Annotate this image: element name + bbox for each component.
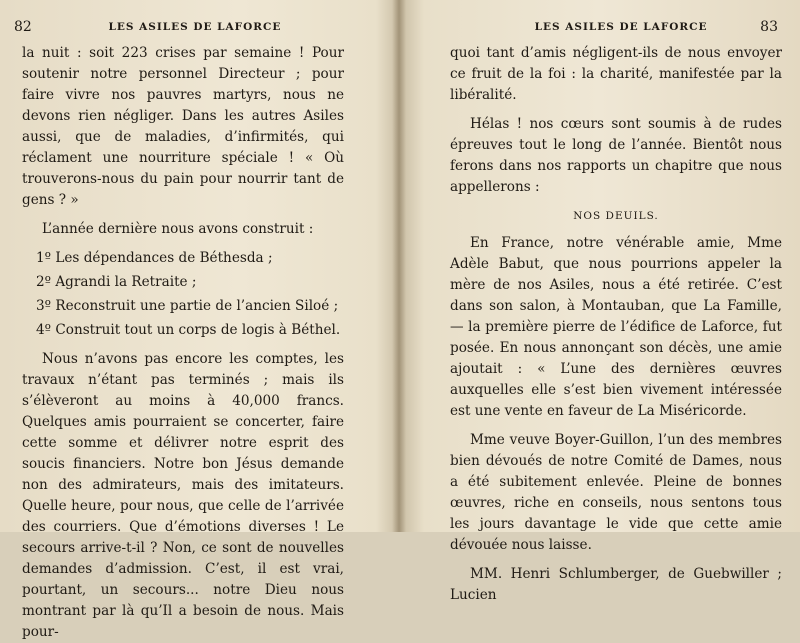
right-running-header [468, 18, 778, 36]
list-item: 2º Agrandi la Retraite ; [36, 274, 197, 290]
right-paragraph-4: Mme veuve Boyer-Guillon, l’un des membres bien dévoués de notre Comité de Dames, nous a été subitement enlevée. Pleine de bonnes œuvres, riche en conseils, nous sentons tous les jours davantage le vide que cette amie dévouée nous laisse. [450, 432, 782, 553]
right-page-number: 83 [760, 19, 778, 35]
left-page-body [22, 43, 344, 643]
left-paragraph-1: la nuit : soit 223 crises par semaine ! Pour soutenir notre personnel Directeur ; pour faire vivre nos pauvres martyrs, nous ne devons rien négliger. Dans les autres Asiles aussi, que de maladies, d’infirmités, qui réclament une nourriture spéciale ! « Où trouverons-nous du pain pour nourrir tant de gens ? » [22, 45, 344, 208]
right-paragraph-2: Hélas ! nos cœurs sont soumis à de rudes épreuves tout le long de l’année. Bientôt nous ferons dans nos rapports un chapitre que nous appellerons : [450, 116, 782, 195]
section-heading: NOS DEUILS. [573, 210, 659, 222]
right-page [406, 0, 800, 603]
book-gutter [392, 0, 406, 532]
left-running-header [14, 18, 372, 36]
left-page-number: 82 [14, 19, 32, 35]
list-item: 3º Reconstruit une partie de l’ancien Siloé ; [36, 298, 339, 314]
right-paragraph-1: quoi tant d’amis négligent-ils de nous envoyer ce fruit de la foi : la charité, manifestée par la libéralité. [450, 45, 782, 103]
left-paragraph-2: L’année dernière nous avons construit : [42, 221, 314, 237]
left-running-head-title: LES ASILES DE LAFORCE [108, 21, 282, 33]
right-paragraph-3: En France, notre vénérable amie, Mme Adèle Babut, que nous pourrions appeler la mère de nos Asiles, nous a été retirée. C’est dans son salon, à Montauban, que La Famille, — la première pierre de l’édifice de Laforce, fut posée. En nous annonçant son décès, une amie ajoutait : « L’une des dernières œuvres auxquelles elle s’est bien vivement intéressée est une vente en faveur de La Miséricorde. [450, 235, 782, 419]
list-item: 1º Les dépendances de Béthesda ; [36, 250, 273, 266]
left-paragraph-3: Nous n’avons pas encore les comptes, les travaux n’étant pas terminés ; mais ils s’élèveront au moins à 40,000 francs. Quelques amis pourraient se concerter, faire cette somme et délivrer notre esprit des soucis financiers. Notre bon Jésus demande non des admirateurs, mais des imitateurs. Quelle heure, pour nous, que celle de l’arrivée des courriers. Que d’émotions diverses ! Le secours arrive-t-il ? Non, ce sont de nouvelles demandes d’admission. C’est, il est vrai, pourtant, un secours... notre Dieu nous montrant par là qu’Il a besoin de nous. Mais pour- [22, 351, 344, 640]
list-item: 4º Construit tout un corps de logis à Béthel. [36, 322, 341, 338]
left-page [0, 0, 392, 640]
right-paragraph-5: MM. Henri Schlumberger, de Guebwiller ; Lucien [450, 566, 782, 603]
right-page-body [450, 43, 782, 606]
right-running-head-title: LES ASILES DE LAFORCE [534, 21, 708, 33]
